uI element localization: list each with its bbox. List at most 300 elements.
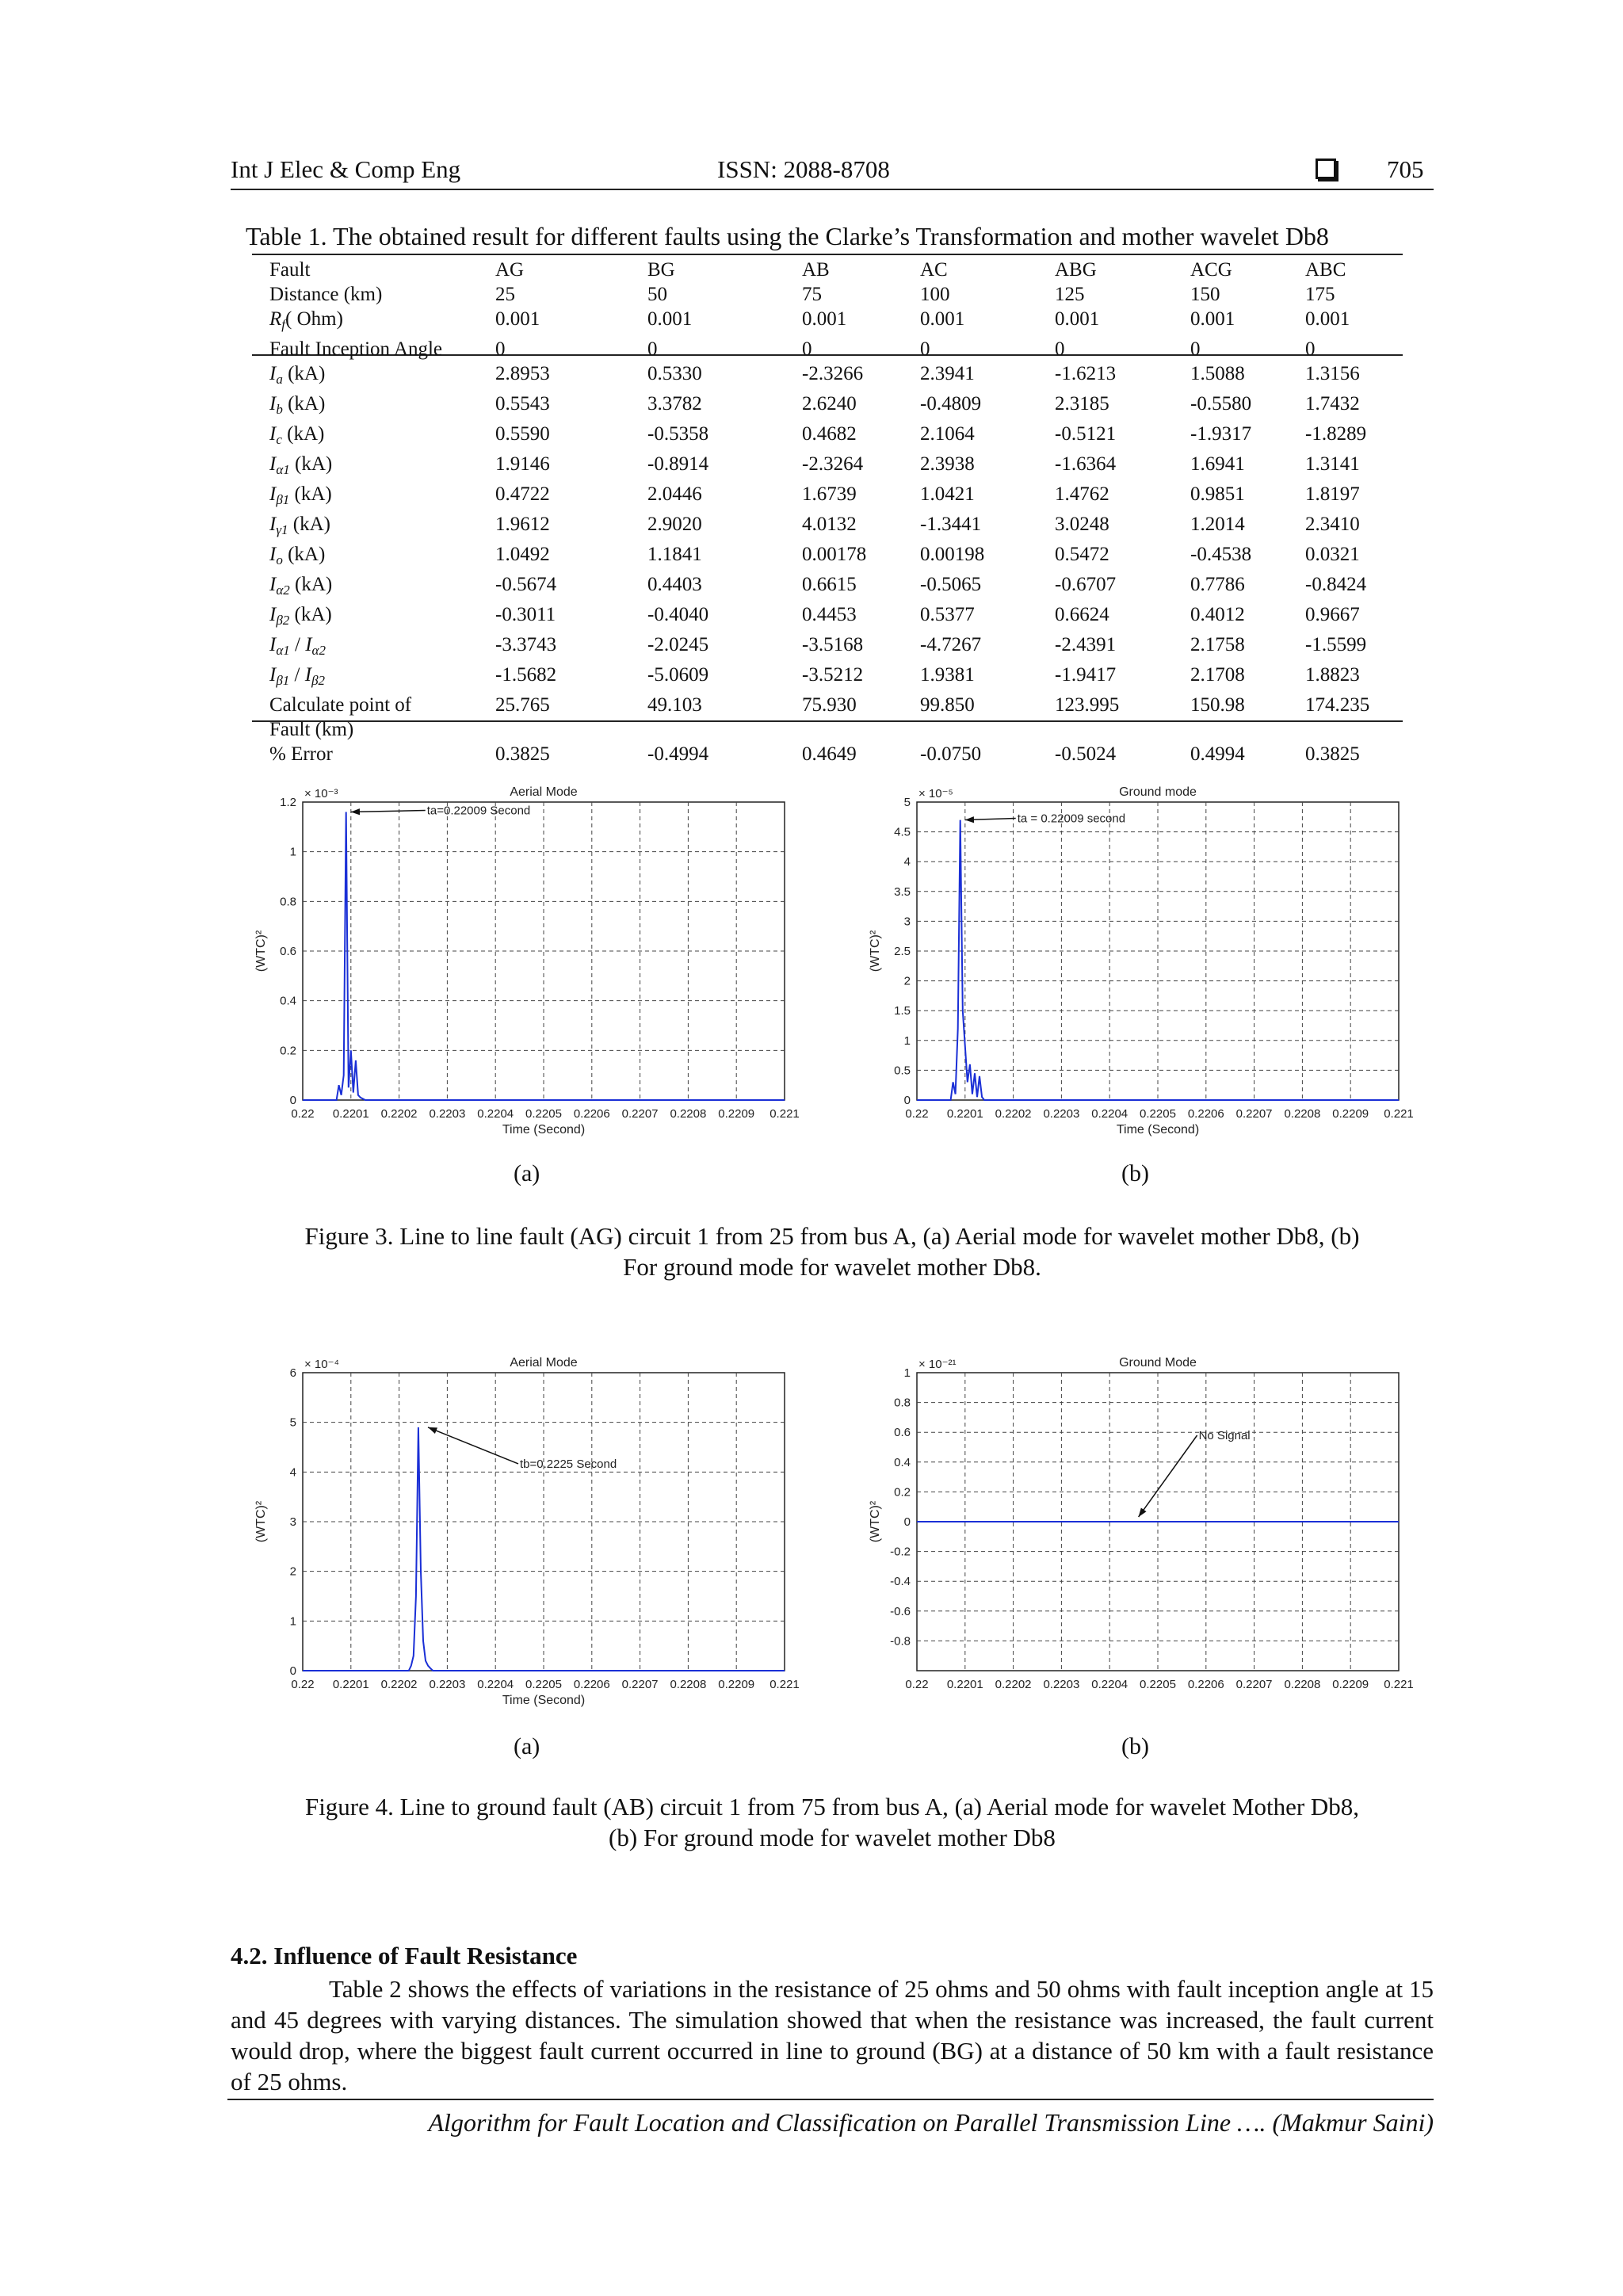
table-cell: -1.9417 (1055, 664, 1117, 686)
figure3-caption-line1: Figure 3. Line to line fault (AG) circuit 1 from 25 from bus A, (a) Aerial mode for wavelet mother Db8, (b) (304, 1222, 1360, 1250)
results-table (269, 258, 1420, 766)
x-tick-label: 0.2204 (1091, 1678, 1128, 1691)
table-header-row (269, 258, 1420, 282)
symbol-subscript: a (276, 372, 283, 387)
table-cell: 125 (1055, 284, 1085, 305)
table-cell: 0.4012 (1190, 604, 1245, 625)
table-cell: 0.4649 (802, 743, 857, 765)
table-cell: -5.0609 (647, 664, 709, 686)
footer-rule (227, 2099, 1434, 2100)
table-cell: -0.3011 (495, 604, 556, 625)
figure3-caption (238, 1221, 1426, 1282)
table-cell: 0.4682 (802, 423, 857, 445)
symbol: I (269, 363, 277, 384)
table-cell: 175 (1305, 284, 1335, 305)
row-label (269, 282, 495, 307)
label-rest: (kA) (282, 544, 326, 565)
symbol: I (269, 393, 277, 415)
chart-svg (246, 785, 800, 1157)
table-header-cell: Fault (269, 259, 311, 281)
table-cell: -0.4040 (647, 604, 709, 625)
table-cell: -4.7267 (920, 634, 982, 655)
table-cell: 2.9020 (647, 514, 702, 535)
row-label (269, 663, 495, 693)
symbol: I (269, 604, 277, 625)
table-cell: 0 (647, 338, 658, 360)
symbol-subscript: α1 (276, 462, 290, 477)
table-cell: 100 (920, 284, 950, 305)
symbol: I (269, 544, 277, 565)
symbol-subscript: β1 (276, 492, 290, 507)
y-tick-label: -0.4 (890, 1575, 911, 1589)
y-tick-label: 3 (903, 915, 911, 929)
table-cell: -1.3441 (920, 514, 982, 535)
table-cell: 0.00178 (802, 544, 867, 565)
table-cell: 2.0446 (647, 483, 702, 505)
label-text: % Error (269, 743, 333, 765)
row-label (269, 632, 495, 663)
symbol: I (269, 634, 277, 655)
y-tick-label: 4 (289, 1465, 296, 1480)
row-label (269, 422, 495, 452)
x-tick-label: 0.2209 (1332, 1107, 1369, 1121)
table-cell: 0.001 (1190, 308, 1235, 330)
table-cell: 1.1841 (647, 544, 702, 565)
table-header-cell: BG (647, 259, 675, 281)
table-cell: 1.5088 (1190, 363, 1245, 384)
table-cell: 1.6941 (1190, 453, 1245, 475)
table-cell: -1.6364 (1055, 453, 1117, 475)
label-rest: ( Ohm) (285, 308, 343, 330)
y-tick-label: 0 (903, 1094, 911, 1107)
table-header-cell: ACG (1190, 259, 1232, 281)
x-tick-label: 0.2204 (477, 1678, 514, 1691)
y-tick-label: 0.2 (280, 1044, 296, 1058)
table-cell: 1.4762 (1055, 483, 1109, 505)
table-cell: 0.9667 (1305, 604, 1360, 625)
label-rest: (kA) (289, 453, 333, 475)
y-tick-label: 0.6 (894, 1426, 911, 1440)
figure3-caption-line2: For ground mode for wavelet mother Db8. (623, 1253, 1041, 1281)
table-cell: 1.6739 (802, 483, 857, 505)
label-text: Fault Inception Angle (269, 338, 443, 360)
table-cell: -1.6213 (1055, 363, 1117, 384)
y-tick-label: -0.6 (890, 1604, 911, 1618)
table-header-cell: AB (802, 259, 830, 281)
x-tick-label: 0.2209 (718, 1107, 755, 1121)
x-tick-label: 0.22 (291, 1107, 315, 1121)
symbol: I (305, 634, 312, 655)
label-text: Distance (km) (269, 284, 383, 305)
table-cell: -0.5065 (920, 574, 982, 595)
x-tick-label: 0.2205 (525, 1678, 562, 1691)
annotation-label: ta = 0.22009 second (1017, 812, 1126, 826)
fig3-label-b: (b) (1121, 1160, 1149, 1186)
x-tick-label: 0.2208 (1284, 1107, 1321, 1121)
table-cell: 0 (495, 338, 506, 360)
x-tick-label: 0.2206 (1187, 1678, 1224, 1691)
x-tick-label: 0.2208 (670, 1678, 707, 1691)
table-row (269, 282, 1420, 307)
table-row (269, 542, 1420, 572)
table-row (269, 512, 1420, 542)
y-tick-label: 0.8 (894, 1396, 911, 1410)
table-row (269, 361, 1420, 392)
table-cell: 0.001 (802, 308, 847, 330)
table-cell: 1.8197 (1305, 483, 1360, 505)
table-cell: 123.995 (1055, 694, 1120, 716)
table-cell: 4.0132 (802, 514, 857, 535)
table-cell: 0.0321 (1305, 544, 1360, 565)
y-tick-label: 1.5 (894, 1004, 911, 1018)
table-cell: 3.0248 (1055, 514, 1109, 535)
table-cell: 0.7786 (1190, 574, 1245, 595)
table-cell: -0.0750 (920, 743, 982, 765)
table-cell: 0.00198 (920, 544, 985, 565)
table-cell: 0.5590 (495, 423, 550, 445)
table-cell: 0.001 (647, 308, 693, 330)
x-tick-label: 0.2203 (429, 1107, 466, 1121)
label-rest: (kA) (289, 483, 332, 505)
table-row (269, 602, 1420, 632)
x-tick-label: 0.2209 (1332, 1678, 1369, 1691)
y-tick-label: 3.5 (894, 884, 911, 899)
table-cell: 0.5377 (920, 604, 975, 625)
y-tick-label: 0 (289, 1094, 296, 1107)
table-row (269, 742, 1420, 766)
table-cell: -2.3266 (802, 363, 864, 384)
table-cell: -0.8424 (1305, 574, 1367, 595)
row-label (269, 512, 495, 542)
symbol: I (269, 664, 277, 686)
table-cell: -1.5682 (495, 664, 557, 686)
table-cell: -3.3743 (495, 634, 557, 655)
symbol: I (269, 453, 277, 475)
symbol: I (269, 483, 277, 505)
table-cell: -3.5212 (802, 664, 864, 686)
table-cell: 1.0492 (495, 544, 550, 565)
x-tick-label: 0.2203 (429, 1678, 466, 1691)
y-tick-label: 1 (289, 845, 296, 859)
symbol-subscript: β2 (311, 673, 326, 688)
table-cell: 0.4403 (647, 574, 702, 595)
symbol-subscript: β2 (276, 613, 290, 628)
x-tick-label: 0.2205 (525, 1107, 562, 1121)
table-cell: -3.5168 (802, 634, 864, 655)
table-cell: 2.3941 (920, 363, 975, 384)
y-tick-label: -0.2 (890, 1545, 911, 1559)
header-rule (231, 189, 1434, 190)
x-tick-label: 0.2209 (718, 1678, 755, 1691)
label-rest: (kA) (289, 574, 333, 595)
page-marker (1316, 155, 1336, 184)
x-tick-label: 0.2204 (477, 1107, 514, 1121)
table-header-cell: ABG (1055, 259, 1097, 281)
chart-fig4a (246, 1355, 800, 1728)
x-tick-label: 0.2202 (995, 1107, 1032, 1121)
page-number: 705 (1387, 155, 1424, 183)
symbol: I (269, 574, 277, 595)
table-cell: -0.5580 (1190, 393, 1252, 415)
x-axis-label: Time (Second) (502, 1694, 586, 1707)
table-cell: -0.4538 (1190, 544, 1252, 565)
label-rest: (kA) (282, 363, 326, 384)
y-tick-label: 2 (289, 1564, 296, 1579)
symbol: I (269, 514, 277, 535)
table-cell: 2.1708 (1190, 664, 1245, 686)
label-rest: (kA) (288, 514, 330, 535)
symbol-subscript: α1 (276, 643, 290, 658)
table-cell: 50 (647, 284, 667, 305)
x-tick-label: 0.221 (769, 1678, 800, 1691)
table-cell: 2.8953 (495, 363, 550, 384)
y-tick-label: 4 (903, 855, 911, 869)
table-cell: 0.5330 (647, 363, 702, 384)
annotation-label: No Signal (1198, 1429, 1251, 1442)
table-row (269, 392, 1420, 422)
table-cell: 0 (1055, 338, 1065, 360)
table-cell: -0.5674 (495, 574, 557, 595)
table-cell: -0.5358 (647, 423, 709, 445)
chart-title: Aerial Mode (510, 785, 578, 799)
table-cell: 0.001 (495, 308, 540, 330)
row-label (269, 361, 495, 392)
symbol-subscript: γ1 (276, 522, 288, 537)
annotation-label: tb=0.2225 Second (520, 1457, 617, 1471)
table-cell: 49.103 (647, 694, 702, 716)
y-tick-label: 1 (903, 1366, 911, 1380)
x-tick-label: 0.2202 (380, 1107, 418, 1121)
fig4-label-b: (b) (1121, 1733, 1149, 1759)
y-axis-label: (WTC)² (869, 930, 882, 972)
table-row (269, 422, 1420, 452)
table-cell: 1.9612 (495, 514, 550, 535)
table-cell: 0.5472 (1055, 544, 1109, 565)
axis-exponent: × 10⁻²¹ (918, 1358, 957, 1371)
chart-title: Ground Mode (1119, 1356, 1197, 1370)
y-tick-label: 1 (903, 1033, 911, 1048)
table-cell: 0 (802, 338, 812, 360)
x-axis-label: Time (Second) (502, 1123, 586, 1137)
table-cell: -0.6707 (1055, 574, 1117, 595)
y-tick-label: 2.5 (894, 945, 911, 958)
chart-fig4b (860, 1355, 1415, 1728)
x-tick-label: 0.2203 (1043, 1107, 1080, 1121)
x-tick-label: 0.2202 (380, 1678, 418, 1691)
chart-svg (246, 1355, 800, 1728)
table-row (269, 572, 1420, 602)
x-tick-label: 0.22 (291, 1678, 315, 1691)
table-row (269, 693, 1420, 742)
table-cell: -0.5024 (1055, 743, 1117, 765)
issn: ISSN: 2088-8708 (717, 155, 890, 183)
x-tick-label: 0.22 (905, 1107, 929, 1121)
row-label (269, 452, 495, 482)
y-tick-label: 3 (289, 1515, 296, 1529)
y-tick-label: 5 (903, 796, 911, 809)
x-tick-label: 0.221 (1384, 1678, 1414, 1691)
label-rest: (kA) (289, 604, 332, 625)
y-tick-label: 0.8 (280, 895, 296, 909)
row-label (269, 307, 495, 337)
table-cell: 0.3825 (1305, 743, 1360, 765)
x-tick-label: 0.2207 (1235, 1107, 1273, 1121)
table-cell: 0.3825 (495, 743, 550, 765)
chart-fig3b (860, 785, 1415, 1157)
y-tick-label: 0.2 (894, 1485, 911, 1499)
y-axis-label: (WTC)² (254, 930, 268, 972)
symbol-subscript: c (276, 432, 282, 447)
table-header-cell: AC (920, 259, 948, 281)
x-tick-label: 0.2207 (1235, 1678, 1273, 1691)
table-cell: 150.98 (1190, 694, 1245, 716)
x-tick-label: 0.2205 (1140, 1107, 1176, 1121)
table-cell: 1.3156 (1305, 363, 1360, 384)
table-top-rule (252, 254, 1403, 255)
table-cell: 174.235 (1305, 694, 1370, 716)
x-tick-label: 0.2202 (995, 1678, 1032, 1691)
x-tick-label: 0.2201 (946, 1678, 983, 1691)
table-cell: 75.930 (802, 694, 857, 716)
square-bullet-icon (1316, 159, 1336, 179)
table-row (269, 663, 1420, 693)
label-text: Calculate point of (269, 694, 412, 716)
symbol-subscript: b (276, 402, 283, 417)
table-cell: 0.6624 (1055, 604, 1109, 625)
y-tick-label: 4.5 (894, 825, 911, 839)
chart-svg (860, 1355, 1415, 1728)
fig4-label-a: (a) (514, 1733, 540, 1759)
section-heading: 4.2. Influence of Fault Resistance (231, 1942, 578, 1969)
table-cell: 2.1064 (920, 423, 975, 445)
paragraph-text: Table 2 shows the effects of variations in the resistance of 25 ohms and 50 ohms with fault inception angle at 15 and 45 degrees with varying distances. The simulation showed that when the resistance was increased, the fault current would drop, where the biggest fault current occurred in line to ground (BG) at a distance of 50 km with a fault resistance of 25 ohms. (231, 1975, 1434, 2095)
x-axis-label: Time (Second) (1116, 1123, 1200, 1137)
table-cell: 75 (802, 284, 822, 305)
x-tick-label: 0.2206 (1187, 1107, 1224, 1121)
table-cell: 2.3938 (920, 453, 975, 475)
table-cell: -1.9317 (1190, 423, 1252, 445)
table-header-cell: ABC (1305, 259, 1346, 281)
y-axis-label: (WTC)² (869, 1500, 882, 1543)
x-tick-label: 0.2205 (1140, 1678, 1176, 1691)
axis-exponent: × 10⁻³ (304, 787, 338, 800)
symbol-subscript: β1 (276, 673, 290, 688)
table-cell: 0.9851 (1190, 483, 1245, 505)
label-text-line2: Fault (km) (269, 719, 354, 740)
y-tick-label: 5 (289, 1415, 296, 1430)
table-caption: Table 1. The obtained result for different faults using the Clarke’s Transformation and mother wavelet Db8 (246, 222, 1329, 250)
y-tick-label: -0.8 (890, 1634, 911, 1648)
x-tick-label: 0.2208 (670, 1107, 707, 1121)
chart-fig3a (246, 785, 800, 1157)
table-cell: 2.6240 (802, 393, 857, 415)
label-rest: / (289, 634, 306, 655)
axis-exponent: × 10⁻⁴ (304, 1358, 339, 1371)
y-axis-label: (WTC)² (254, 1500, 268, 1543)
table-cell: -0.8914 (647, 453, 709, 475)
x-tick-label: 0.2204 (1091, 1107, 1128, 1121)
row-label (269, 693, 495, 742)
y-tick-label: 1 (289, 1614, 296, 1629)
x-tick-label: 0.2201 (332, 1678, 369, 1691)
symbol-subscript: α2 (311, 643, 326, 658)
table-cell: 0.5543 (495, 393, 550, 415)
row-label (269, 742, 495, 766)
axis-exponent: × 10⁻⁵ (918, 787, 953, 800)
table-cell: 25 (495, 284, 515, 305)
chart-title: Aerial Mode (510, 1356, 578, 1370)
label-rest: (kA) (282, 393, 326, 415)
table-cell: -2.0245 (647, 634, 709, 655)
running-footer: Algorithm for Fault Location and Classification on Parallel Transmission Line …. (Makmur Saini) (428, 2108, 1434, 2137)
table-cell: 2.3410 (1305, 514, 1360, 535)
row-label (269, 572, 495, 602)
x-tick-label: 0.2201 (332, 1107, 369, 1121)
x-tick-label: 0.2207 (621, 1678, 659, 1691)
annotation-label: ta=0.22009 Second (426, 804, 531, 818)
x-tick-label: 0.2203 (1043, 1678, 1080, 1691)
figure4-caption-line1: Figure 4. Line to ground fault (AB) circuit 1 from 75 from bus A, (a) Aerial mode for wavelet Mother Db8, (304, 1793, 1360, 1820)
table-cell: 0 (1190, 338, 1201, 360)
chart-svg (860, 785, 1415, 1157)
table-cell: 0.6615 (802, 574, 857, 595)
row-label (269, 337, 495, 361)
y-tick-label: 0 (289, 1664, 296, 1678)
y-tick-label: 2 (903, 974, 911, 988)
x-tick-label: 0.221 (769, 1107, 800, 1121)
table-cell: -2.4391 (1055, 634, 1117, 655)
table-row (269, 632, 1420, 663)
journal-name: Int J Elec & Comp Eng (231, 155, 461, 183)
table-cell: 1.9381 (920, 664, 975, 686)
table-cell: 0 (1305, 338, 1316, 360)
table-cell: 1.9146 (495, 453, 550, 475)
table-cell: 150 (1190, 284, 1220, 305)
x-tick-label: 0.2201 (946, 1107, 983, 1121)
table-row (269, 307, 1420, 337)
table-header-cell: AG (495, 259, 525, 281)
table-cell: 25.765 (495, 694, 550, 716)
figure4-caption-line2: (b) For ground mode for wavelet mother Db8 (609, 1824, 1056, 1851)
x-tick-label: 0.2207 (621, 1107, 659, 1121)
table-row (269, 482, 1420, 512)
symbol: I (304, 664, 312, 686)
table-cell: 0.4994 (1190, 743, 1245, 765)
chart-title: Ground mode (1119, 785, 1197, 799)
table-cell: 1.8823 (1305, 664, 1360, 686)
x-tick-label: 0.2206 (573, 1107, 610, 1121)
row-label (269, 482, 495, 512)
table-cell: -0.4994 (647, 743, 709, 765)
row-label (269, 542, 495, 572)
y-tick-label: 0.4 (280, 994, 296, 1008)
table-cell: 0.001 (1305, 308, 1350, 330)
y-tick-label: 0.5 (894, 1064, 911, 1078)
table-cell: -2.3264 (802, 453, 864, 475)
label-rest: / (289, 664, 305, 686)
table-cell: -0.5121 (1055, 423, 1117, 445)
symbol-subscript: α2 (276, 583, 290, 598)
table-cell: -1.8289 (1305, 423, 1367, 445)
x-tick-label: 0.221 (1384, 1107, 1414, 1121)
row-label (269, 602, 495, 632)
table-cell: 0.4722 (495, 483, 550, 505)
y-tick-label: 0.6 (280, 945, 296, 958)
table-cell: 3.3782 (647, 393, 702, 415)
label-rest: (kA) (281, 423, 325, 445)
table-cell: -1.5599 (1305, 634, 1367, 655)
x-tick-label: 0.2206 (573, 1678, 610, 1691)
